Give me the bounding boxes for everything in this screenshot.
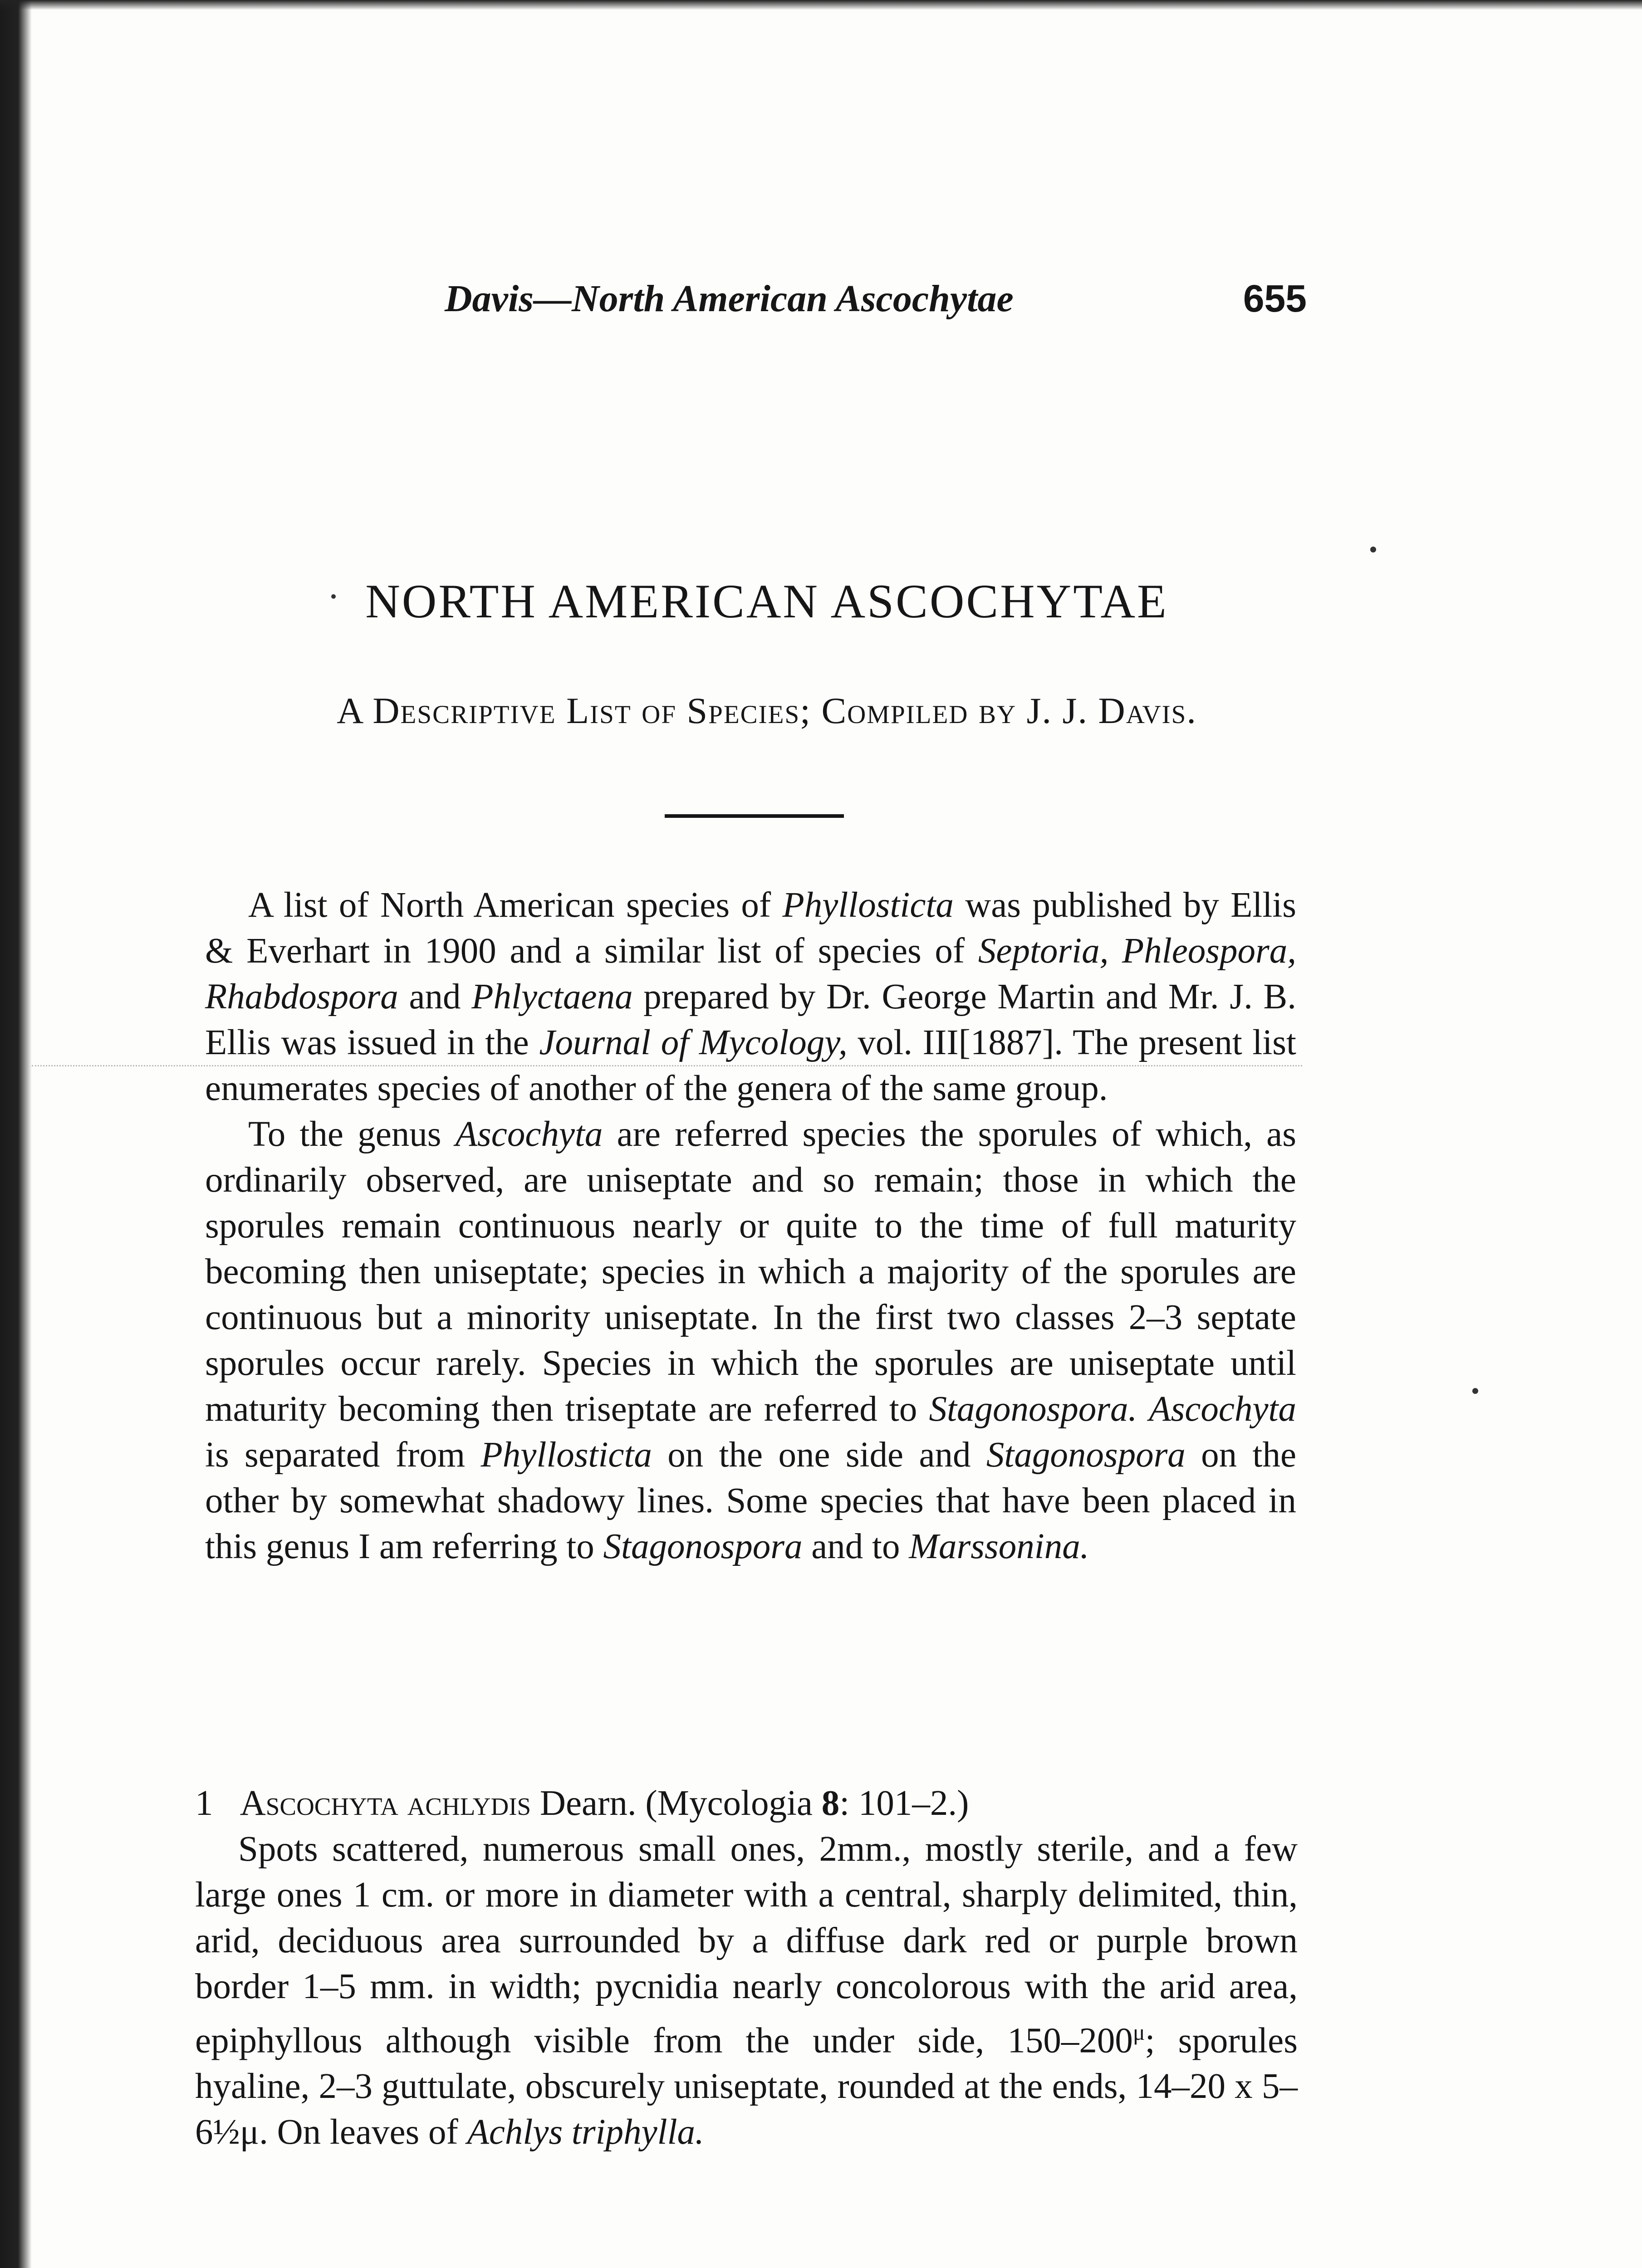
reference-volume: 8	[821, 1784, 840, 1823]
text-run: ; sporules hyaline, 2–3 guttulate, obscurely uniseptate, rounded at the ends, 14–20 x 5–6½	[195, 2021, 1298, 2152]
introduction	[205, 882, 1296, 1569]
reference-text: : 101–2.)	[839, 1784, 969, 1823]
intro-paragraph-1	[205, 882, 1296, 1111]
scan-speck	[1370, 547, 1376, 552]
species-heading	[195, 1780, 1298, 1826]
article-subtitle: A Descriptive List of Species; Compiled by J. J. Davis.	[337, 690, 1197, 731]
description-paragraph	[195, 1826, 1298, 2155]
species-name: Ascochyta achlydis	[240, 1784, 531, 1823]
genus-name: Stagonospora	[603, 1527, 803, 1566]
genus-name: Phyllosticta	[480, 1435, 652, 1475]
species-number: 1	[195, 1784, 213, 1823]
text-run: To the genus	[248, 1114, 456, 1154]
journal-name: Journal of Mycology,	[539, 1023, 848, 1062]
scan-speck	[1472, 1388, 1478, 1394]
intro-paragraph-2	[205, 1111, 1296, 1569]
text-run: are referred species the sporules of which, as ordinarily observed, are uniseptate and so remain; those in which the sporules remain continuous nearly or quite to the time of full maturity becoming then uniseptate; species in which a majority of the sporules are continuous but a minority uniseptate. In the first two classes 2–3 septate sporules occur rarely. Species in which the sporules are uniseptate until maturity becoming then triseptate are referred to	[205, 1114, 1296, 1429]
text-run: and	[398, 977, 472, 1017]
text-run: . On leaves of	[259, 2112, 467, 2152]
genus-names: Septoria, Phleospora, Rhabdospora	[205, 931, 1297, 1017]
genus-name: Stagonospora.	[929, 1389, 1137, 1429]
scan-dark-edge-top	[0, 0, 1642, 10]
text-run: is separated from	[205, 1435, 481, 1475]
running-head	[445, 277, 1307, 327]
genus-name: Ascochyta	[1149, 1389, 1296, 1429]
scan-speck	[331, 594, 336, 599]
article-title: NORTH AMERICAN ASCOCHYTAE	[365, 575, 1168, 628]
genus-name: Phlyctaena	[471, 977, 633, 1017]
text-run: vol. III[1887]. The present list enumerates species of another of the genera of the same group.	[205, 1023, 1296, 1108]
title-rule	[665, 814, 844, 818]
species-author: Dearn.	[539, 1784, 637, 1823]
host-plant: Achlys triphylla.	[467, 2112, 704, 2152]
text-run: on the one side and	[652, 1435, 986, 1475]
species-description	[195, 1826, 1298, 2155]
running-head-title: Davis—North American Ascochytae	[445, 278, 1014, 320]
text-run: Spots scattered, numerous small ones, 2mm., mostly sterile, and a few large ones 1 cm. or more in diameter with a central, sharply delimited, thin, arid, deciduous area surrounded by a diffuse dark red or purple brown border 1–5 mm. in width; pycnidia nearly concolorous with the arid area, epiphyllous although visible from the under side, 150–200	[195, 1829, 1298, 2061]
text-run: was published by Ellis & Everhart in 1900 and a similar list of species of	[205, 885, 1296, 971]
genus-name: Stagonospora	[986, 1435, 1186, 1475]
page-number: 655	[1243, 277, 1307, 320]
text-run: on the other by somewhat shadowy lines. Some species that have been placed in this genus I am referring to	[205, 1435, 1297, 1566]
reference-text: (Mycologia	[645, 1784, 822, 1823]
genus-name: Ascochyta	[455, 1114, 603, 1154]
scan-dark-edge-left	[0, 0, 32, 2268]
text-run: prepared by Dr. George Martin and Mr. J. B. Ellis was issued in the	[205, 977, 1296, 1062]
text-run: and to	[802, 1527, 909, 1566]
genus-name: Phyllosticta	[782, 885, 954, 925]
micron-symbol: μ	[240, 2112, 260, 2152]
genus-name: Marssonina.	[909, 1527, 1089, 1566]
text-run: A list of North American species of	[248, 885, 783, 925]
micron-symbol: μ	[1132, 2019, 1145, 2045]
